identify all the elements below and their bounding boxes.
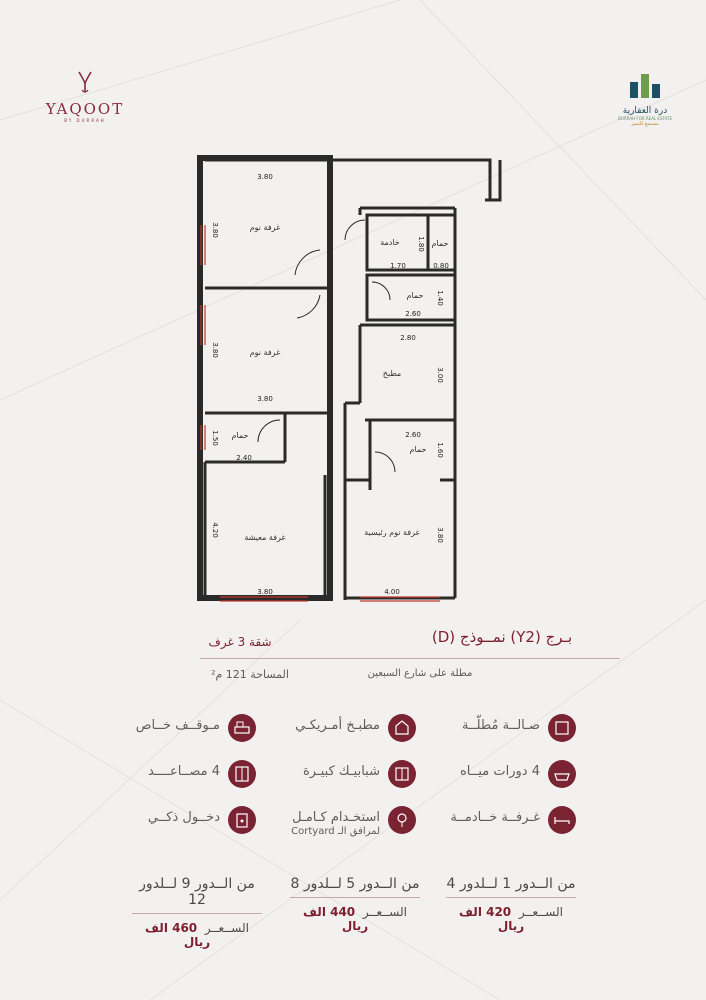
dim-maid-h: 1.80 <box>417 236 425 252</box>
room-kitchen: مطبخ <box>382 369 402 378</box>
dim-master-h: 3.80 <box>436 527 444 543</box>
price-value: 420 الف ريال <box>459 905 525 933</box>
room-bedroom-1: غرفة نوم <box>249 223 281 232</box>
yaqoot-name: YAQOOT <box>45 100 125 118</box>
apartment-type: شقة 3 غرف <box>208 635 272 649</box>
dim-kitchen-w: 2.80 <box>400 334 416 342</box>
feature-label: 4 دورات ميــاه <box>459 764 540 779</box>
floor-range: من الــدور 5 لــلدور 8 <box>290 876 420 898</box>
feature-smart-entry <box>66 806 256 836</box>
floor-price <box>132 921 262 949</box>
floor-tier-3 <box>132 876 262 949</box>
feature-label: مـوقــف خــاص <box>135 718 220 733</box>
floor-tier-2 <box>290 876 420 933</box>
dim-b2-h: 3.80 <box>211 342 219 358</box>
dim-bath-mid-h: 1.40 <box>436 290 444 306</box>
dim-b2-w: 3.80 <box>257 395 273 403</box>
title-divider <box>200 658 620 659</box>
feature-parking <box>66 714 256 744</box>
feature-label: مطبـخ أمـريكـي <box>295 718 380 733</box>
feature-label: استخـدام كـامـل <box>292 810 380 825</box>
durrah-name-ar: درة العقارية <box>622 106 668 116</box>
street-note: مطلة على شارع السبعين <box>367 668 473 679</box>
feature-label-2: لمرافق الـ Cortyard <box>291 826 380 837</box>
price-value: 460 الف ريال <box>145 921 211 949</box>
room-bath-master: حمام <box>409 445 427 454</box>
floor-plan-drawing <box>195 155 507 605</box>
yaqoot-emblem-icon <box>73 70 97 94</box>
area-note: المساحة 121 م² <box>211 668 289 681</box>
dim-maid-w: 1.70 <box>390 262 406 270</box>
dim-bath-h: 1.50 <box>211 430 219 446</box>
dim-bath-master-w: 2.60 <box>405 431 421 439</box>
room-bath-maid: حمام <box>431 239 449 248</box>
dim-living-h: 4.20 <box>211 522 219 538</box>
feature-label: صـالــة مُطلّــة <box>461 718 540 733</box>
feature-label: دخــول ذكــي <box>147 810 220 825</box>
feature-elevators <box>66 760 256 790</box>
courtyard-icon <box>388 806 416 834</box>
floor-range: من الــدور 1 لــلدور 4 <box>446 876 576 898</box>
price-value: 440 الف ريال <box>303 905 369 933</box>
kitchen-icon <box>388 714 416 742</box>
feature-label: 4 مصــاعــــد <box>147 764 220 779</box>
dim-living-w: 3.80 <box>257 588 273 596</box>
feature-label: شبابيـك كبيـرة <box>302 764 380 779</box>
elevator-icon <box>228 760 256 788</box>
dim-master-w: 4.00 <box>384 588 400 596</box>
room-master: غرفة نوم رئيسية <box>364 528 420 537</box>
price-label: الســعــر <box>204 921 249 935</box>
dim-bath-w: 2.40 <box>236 454 252 462</box>
price-label: الســعــر <box>518 905 563 919</box>
bed-icon <box>548 806 576 834</box>
room-bathroom-left: حمام <box>231 431 249 440</box>
durrah-emblem-icon <box>628 70 662 100</box>
dim-maid-bath-w: 0.80 <box>433 262 449 270</box>
bathroom-icon <box>548 760 576 788</box>
dim-bath-master-h: 1.60 <box>436 442 444 458</box>
dim-bath-mid-w: 2.60 <box>405 310 421 318</box>
floor-price <box>290 905 420 933</box>
floor-plan <box>195 155 507 605</box>
window-icon <box>388 760 416 788</box>
dim-b1-w: 3.80 <box>257 173 273 181</box>
price-label: الســعــر <box>362 905 407 919</box>
yaqoot-logo <box>40 70 130 123</box>
durrah-name-en: DURRAH FOR REAL ESTATE <box>617 116 673 121</box>
room-living: غرفة معيشة <box>244 533 286 542</box>
tower-model-title: بـرج (Y2) نمــوذج (D) <box>431 628 573 646</box>
dim-b1-h: 3.80 <box>211 222 219 238</box>
yaqoot-sub: BY DURRAH <box>64 118 106 123</box>
dim-kitchen-h: 3.00 <box>436 367 444 383</box>
floor-range: من الــدور 9 لــلدور 12 <box>132 876 262 914</box>
durrah-logo <box>610 70 680 127</box>
room-maid: خادمة <box>380 238 400 247</box>
living-room-icon <box>548 714 576 742</box>
floor-price <box>446 905 576 933</box>
feature-label: غـرفــة خــادمــة <box>450 810 540 825</box>
room-bedroom-2: غرفة نوم <box>249 348 281 357</box>
smart-lock-icon <box>228 806 256 834</box>
room-bath-mid: حمام <box>406 291 424 300</box>
durrah-tagline: مستمع للتميز <box>631 121 659 127</box>
floor-tier-1 <box>446 876 576 933</box>
parking-icon <box>228 714 256 742</box>
